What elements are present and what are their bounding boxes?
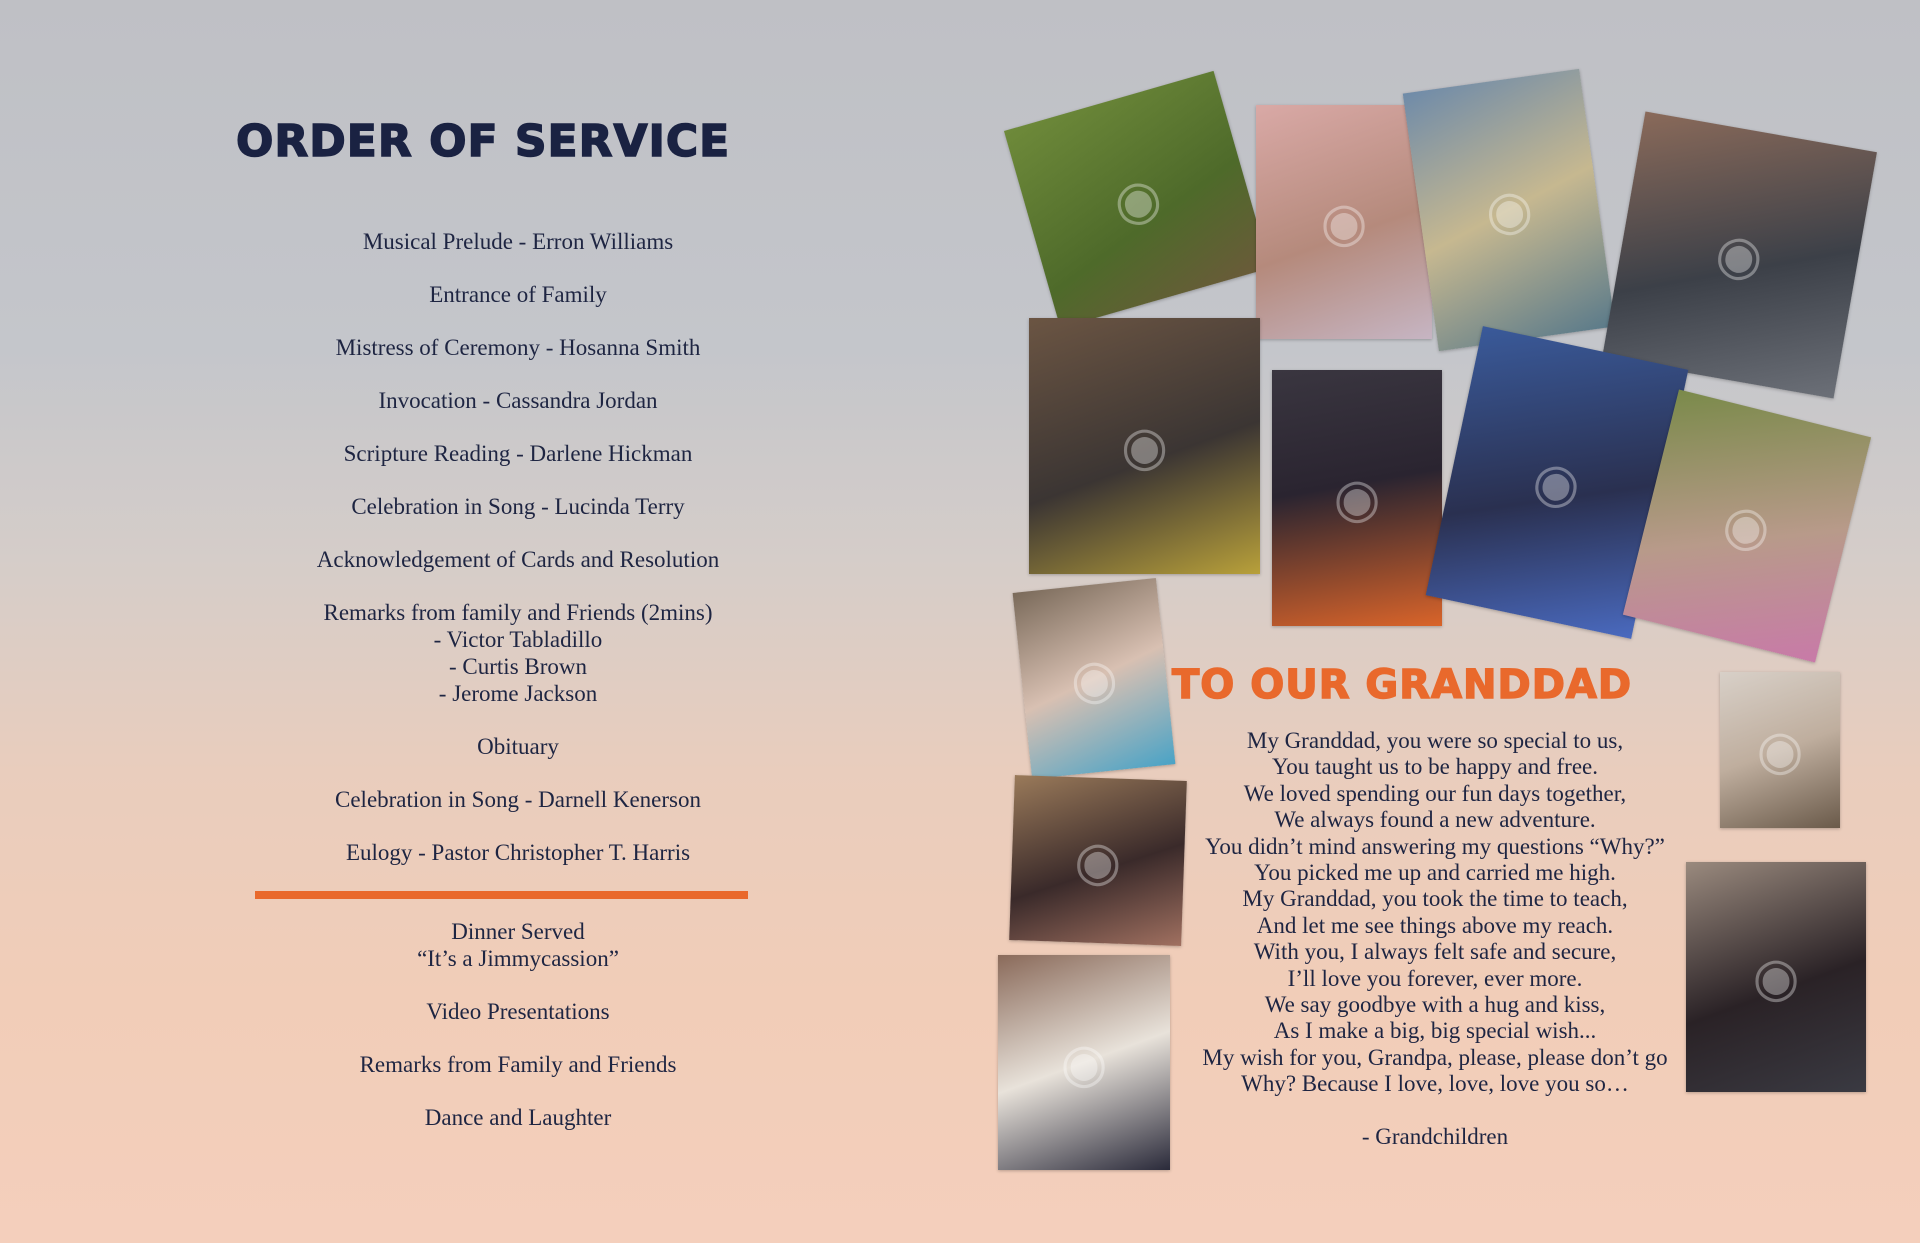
item-text: Remarks from Family and Friends: [359, 1052, 677, 1077]
service-program-list: [258, 228, 778, 892]
program-item: [258, 281, 778, 308]
program-item: [258, 786, 778, 813]
post-service-item: [258, 998, 778, 1025]
poem-line: And let me see things above my reach.: [1256, 912, 1614, 938]
post-service-item: [258, 1104, 778, 1131]
program-item: [258, 733, 778, 760]
tribute-title: TO OUR GRANDDAD: [1172, 662, 1633, 708]
tribute-poem: [1180, 728, 1690, 1150]
item-subline: - Jerome Jackson: [438, 681, 598, 706]
poem-line: You taught us to be happy and free.: [1272, 754, 1598, 780]
photo-baby-sitting: [1720, 672, 1840, 828]
photo-icon: ◉: [1752, 945, 1800, 1009]
item-text: Musical Prelude - Erron Williams: [362, 229, 674, 254]
program-item: [258, 334, 778, 361]
item-text: Celebration in Song - Lucinda Terry: [351, 494, 685, 519]
photo-toddler-on-grass: [1004, 71, 1270, 328]
poem-line: My Granddad, you were so special to us,: [1246, 728, 1624, 753]
item-text: Obituary: [477, 734, 559, 759]
item-text: Mistress of Ceremony - Hosanna Smith: [335, 335, 701, 360]
order-of-service-title: ORDER OF SERVICE: [236, 116, 731, 167]
item-text: Eulogy - Pastor Christopher T. Harris: [345, 840, 691, 865]
photo-family-selfie: [1009, 775, 1187, 946]
poem-line: My wish for you, Grandpa, please, please don’t go: [1202, 1044, 1668, 1070]
item-text: Invocation - Cassandra Jordan: [378, 388, 658, 413]
photo-baby-headwrap: [1013, 578, 1176, 779]
item-subline: - Victor Tabladillo: [433, 627, 603, 652]
poem-line: We say goodbye with a hug and kiss,: [1264, 992, 1606, 1018]
photo-boy-holding-baby: [1256, 105, 1432, 339]
photo-icon: ◉: [1756, 718, 1804, 782]
photo-icon: ◉: [1120, 414, 1169, 478]
item-text: Video Presentations: [426, 999, 610, 1024]
photo-icon: ◉: [1716, 489, 1778, 563]
item-text: Celebration in Song - Darnell Kenerson: [335, 787, 701, 812]
photo-icon: ◉: [1333, 466, 1381, 530]
poem-line: We loved spending our fun days together,: [1243, 780, 1627, 806]
photo-icon: ◉: [1481, 175, 1537, 245]
poem-line: My Granddad, you took the time to teach,: [1242, 886, 1628, 912]
program-item: [258, 440, 778, 467]
orange-divider: [255, 891, 748, 899]
post-service-item: [258, 1051, 778, 1078]
item-subline: - Curtis Brown: [449, 654, 587, 679]
program-item: [258, 228, 778, 255]
poem-signature: - Grandchildren: [1361, 1123, 1509, 1149]
photo-icon: ◉: [1067, 644, 1121, 713]
item-subline: “It’s a Jimmycassion”: [417, 946, 619, 971]
poem-line: Why? Because I love, love, love you so…: [1241, 1071, 1629, 1097]
item-text: Dinner Served: [451, 919, 585, 944]
photo-icon: ◉: [1710, 219, 1769, 291]
program-item: [258, 546, 778, 573]
photo-icon: ◉: [1105, 162, 1169, 237]
photo-girl-on-carousel: [1403, 69, 1615, 351]
program-item: [258, 599, 778, 707]
poem-line: You didn’t mind answering my questions “Why?”: [1205, 833, 1665, 859]
photo-icon: ◉: [1060, 1031, 1108, 1094]
program-item: [258, 493, 778, 520]
poem-line: You picked me up and carried me high.: [1254, 860, 1616, 886]
photo-two-girls-restaurant: [1602, 111, 1877, 398]
poem-line: With you, I always felt safe and secure,: [1253, 939, 1617, 965]
item-text: Acknowledgement of Cards and Resolution: [316, 547, 720, 572]
poem-lines: [1180, 728, 1690, 1098]
photo-icon: ◉: [1320, 190, 1368, 254]
program-item: [258, 387, 778, 414]
poem-line: I’ll love you forever, ever more.: [1287, 965, 1583, 991]
photo-teen-graduation: [1272, 370, 1442, 626]
post-service-item: [258, 918, 778, 972]
photo-icon: ◉: [1073, 828, 1123, 893]
item-text: Dance and Laughter: [424, 1105, 612, 1130]
photo-man-holding-newborn: [998, 955, 1170, 1170]
photo-granddad-with-girl: [1686, 862, 1866, 1092]
poem-line: As I make a big, big special wish...: [1273, 1018, 1597, 1044]
photo-granddad-with-child: [1029, 318, 1260, 574]
item-text: Remarks from family and Friends (2mins): [323, 600, 713, 625]
item-text: Scripture Reading - Darlene Hickman: [343, 441, 693, 466]
program-item: [258, 839, 778, 866]
post-service-list: [258, 918, 778, 1157]
poem-line: We always found a new adventure.: [1274, 807, 1596, 833]
photo-icon: ◉: [1527, 446, 1587, 519]
item-text: Entrance of Family: [429, 282, 607, 307]
